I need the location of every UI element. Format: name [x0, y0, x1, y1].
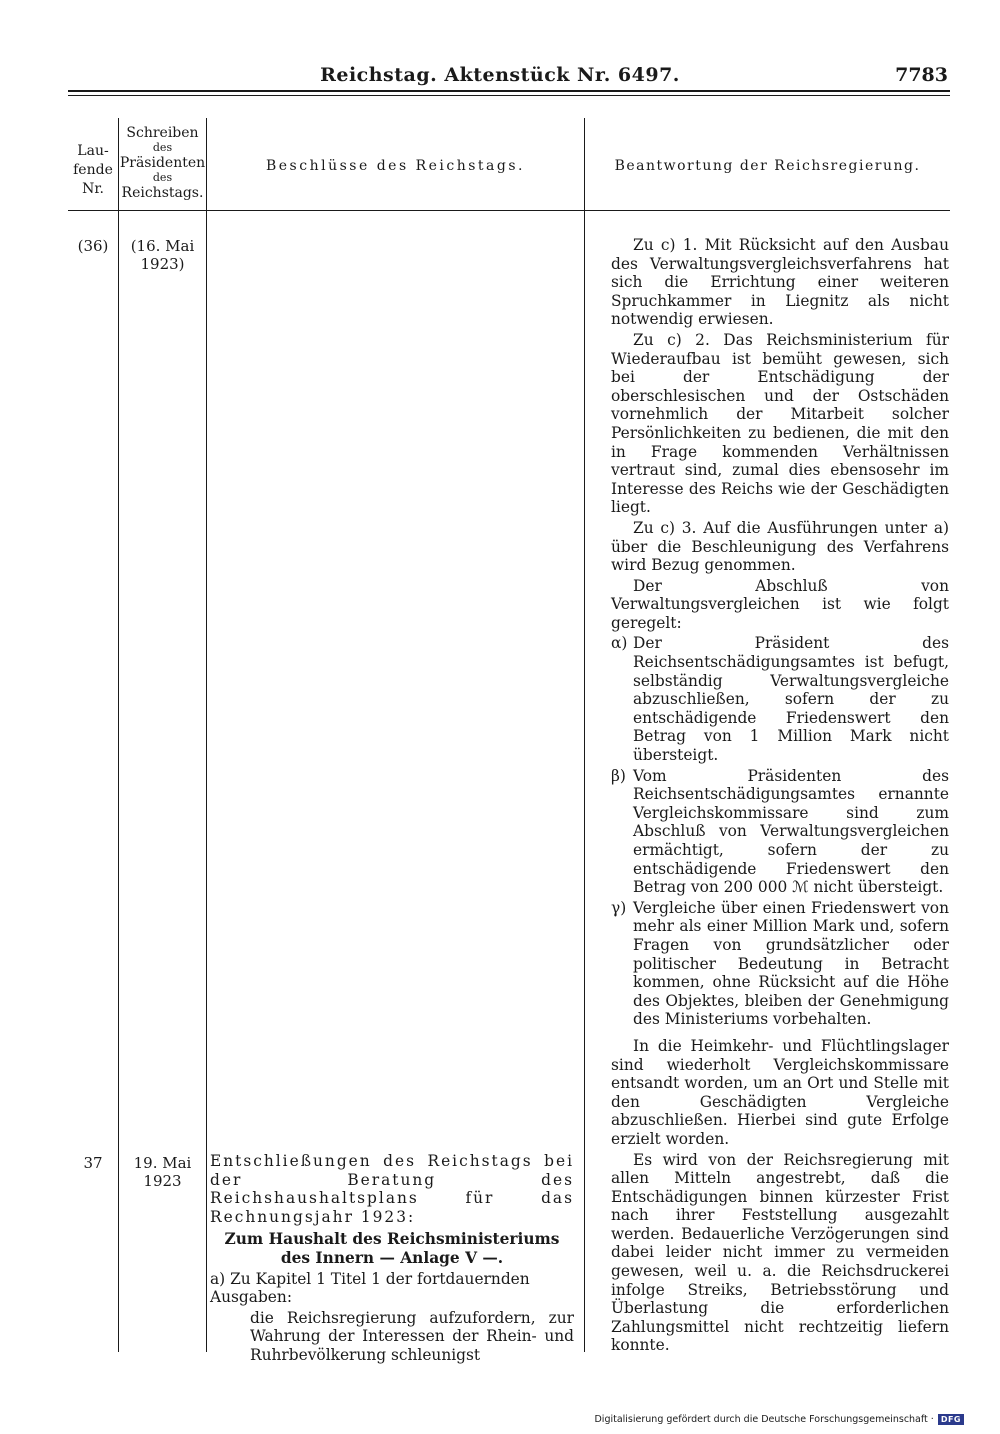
column-divider-3	[584, 118, 585, 1352]
government-answer	[611, 236, 949, 1357]
column-divider-2	[206, 118, 207, 1352]
row-37-nr: 37	[83, 1154, 103, 1172]
footer-credit	[594, 1414, 964, 1425]
answer-paragraph: Zu c) 3. Auf die Ausführungen unter a) über die Beschleunigung des Verfahrens wird Bezug genommen.	[611, 518, 949, 575]
column-header-beantwortung: Beantwortung der Reichsregierung.	[614, 158, 921, 174]
footer-text: Digitalisierung gefördert durch die Deutsche Forschungsgemeinschaft ·	[594, 1414, 934, 1425]
resolution-body: die Reichsregierung aufzufordern, zur Wahrung der Interessen der Rhein- und Ruhrbevölkerung schleunigst	[250, 1308, 574, 1364]
dfg-logo-icon: DFG	[938, 1414, 964, 1425]
resolution-heading: Entschließungen des Reichstags bei der Beratung des Reichshaushaltsplans für das Rechnungsjahr 1923:	[210, 1152, 574, 1226]
resolution-item-a: a) Zu Kapitel 1 Titel 1 der fortdauernden Ausgaben:	[210, 1269, 530, 1307]
page-number: 7783	[895, 64, 948, 86]
list-text: Vom Präsidenten des Reichsentschädigungsamtes ernannte Vergleichskommissare sind zum Abschluß von Verwaltungsvergleichen ermächtigt, sofern der zu entschädigende Friedenswert den Betrag von 200 000 ℳ nicht übersteigt.	[633, 766, 949, 897]
resolution-subheading: Zum Haushalt des Reichsministeriums des Innern — Anlage V —.	[224, 1230, 560, 1267]
list-text: Der Präsident des Reichsentschädigungsamtes ist befugt, selbständig Verwaltungsvergleiche abzuschließen, sofern der zu entschädigende Friedenswert den Betrag von 1 Million Mark nicht übersteigt.	[633, 634, 949, 765]
column-header-laufende-nr: Lau- fende Nr.	[73, 143, 113, 197]
column-header-schreiben: Schreiben des Präsidenten des Reichstags.	[119, 125, 206, 201]
resolution-text	[210, 1152, 574, 1365]
document-title: Reichstag. Aktenstück Nr. 6497.	[320, 64, 680, 86]
row-37-date: 19. Mai 1923	[133, 1154, 192, 1190]
list-item	[611, 767, 949, 897]
list-item	[611, 899, 949, 1029]
answer-paragraph: Zu c) 1. Mit Rücksicht auf den Ausbau des Verwaltungsvergleichsverfahrens hat sich die Errichtung einer weiteren Spruchkammer in Liegnitz als nicht notwendig erwiesen.	[611, 236, 949, 329]
header-rule-thick	[68, 90, 950, 92]
answer-paragraph: Zu c) 2. Das Reichsministerium für Wiederaufbau ist bemüht gewesen, sich bei der Entschädigung der oberschlesischen und der Ostschäden vornehmlich der Mitarbeit solcher Persönlichkeiten zu bedienen, die mit den in Frage kommenden Verhältnissen vertraut sind, zumal dies ebensosehr im Interesse des Reichs wie der Geschädigten liegt.	[611, 330, 949, 517]
header-rule-thin	[68, 95, 950, 96]
list-marker: α)	[611, 634, 628, 653]
column-header-rule	[68, 210, 950, 211]
list-text: Vergleiche über einen Friedenswert von mehr als einer Million Mark und, sofern Fragen von grundsätzlicher oder politischer Bedeutung in Betracht kommen, ohne Rücksicht auf die Höhe des Objektes, bleiben der Genehmigung des Ministeriums vorbehalten.	[633, 898, 949, 1029]
column-header-beschluesse: Beschlüsse des Reichstags.	[265, 158, 525, 174]
list-marker: γ)	[611, 898, 627, 917]
answer-paragraph: In die Heimkehr- und Flüchtlingslager sind wiederholt Vergleichskommissare entsandt worden, um an Ort und Stelle mit den Geschädigten Vergleiche abzuschließen. Hierbei sind gute Erfolge erzielt worden.	[611, 1036, 949, 1148]
row-36-nr: (36)	[77, 237, 109, 255]
list-item	[611, 634, 949, 764]
row-36-date: (16. Mai 1923)	[130, 237, 195, 273]
answer-paragraph: Es wird von der Reichsregierung mit allen Mitteln angestrebt, daß die Entschädigungen binnen kürzester Frist nach ihrer Feststellung ausgezahlt werden. Bedauerliche Verzögerungen sind dabei leider nicht immer zu vermeiden gewesen, weil u. a. die Reichsdruckerei infolge Streiks, Betriebsstörung und Überlastung die erforderlichen Zahlungsmittel nicht rechtzeitig liefern konnte.	[611, 1150, 949, 1355]
answer-paragraph: Der Abschluß von Verwaltungsvergleichen ist wie folgt geregelt:	[611, 576, 949, 632]
list-marker: β)	[611, 766, 626, 785]
